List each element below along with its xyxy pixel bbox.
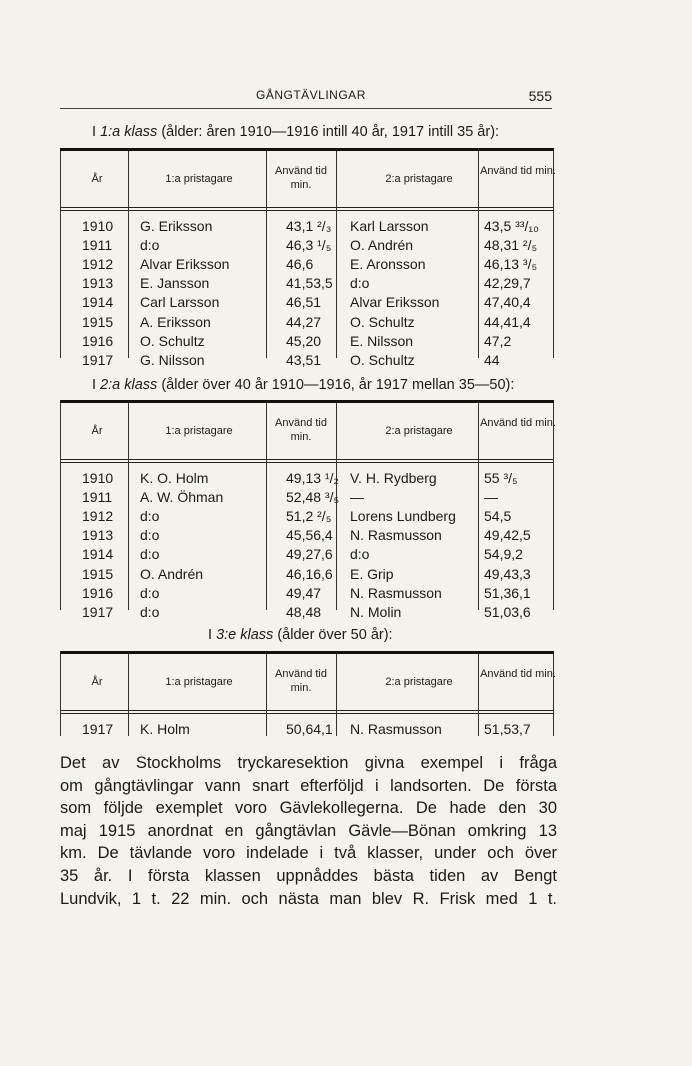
table-row [60,294,554,313]
cell-time1: 44,27 [286,313,322,330]
table-row [60,546,554,565]
cell-year: 1913 [82,275,114,292]
cell-year: 1917 [82,351,114,368]
header-rule [60,108,552,109]
cell-time2: 54,9,2 [484,546,523,563]
cell-time1: 46,51 [286,294,322,311]
body-paragraph [60,752,557,910]
cell-time2: 42,29,7 [484,275,531,292]
column-header-first: 1:a pristagare [165,425,233,437]
cell-second: Alvar Eriksson [350,294,440,311]
cell-first: Carl Larsson [140,294,220,311]
column-header-first: 1:a pristagare [165,676,233,688]
column-header-time2: Använd tid min. [480,417,556,429]
table-top-rule [60,148,554,151]
cell-time1: 50,64,1 [286,721,333,737]
cell-time2: 51,36,1 [484,584,531,601]
table-header-rule [60,713,554,714]
results-table-class3 [60,651,554,736]
table1-caption: I 1:a klass (ålder: åren 1910—1916 intill 40 år, 1917 intill 35 år): [92,124,500,140]
table-row [60,721,554,740]
cell-time2: 47,40,4 [484,294,531,311]
cell-first: E. Jansson [140,275,210,292]
cell-second: N. Rasmusson [350,527,442,544]
cell-first: O. Schultz [140,332,205,349]
cell-first: A. Eriksson [140,313,211,330]
table-header-rule [60,462,554,463]
cell-time1: 43,51 [286,351,322,368]
cell-second: O. Andrén [350,237,414,254]
cell-second: d:o [350,275,370,292]
running-title: GÅNGTÄVLINGAR [256,88,366,102]
results-table-class1 [60,148,556,368]
column-header-time1: Använd tid min. [275,417,327,443]
column-header-year: År [91,173,103,185]
table-row [60,566,554,585]
cell-first: O. Andrén [140,565,204,582]
table-row [60,527,554,546]
cell-year: 1915 [82,313,114,330]
cell-time1: 49,47 [286,584,322,601]
cell-first: K. Holm [140,721,190,737]
cell-first: Alvar Eriksson [140,256,230,273]
cell-year: 1912 [82,256,114,273]
cell-time1: 48,48 [286,603,322,620]
column-header-second: 2:a pristagare [385,425,453,437]
cell-first: d:o [140,237,160,254]
cell-first: K. O. Holm [140,470,209,486]
cell-year: 1917 [82,603,114,620]
table-header-rule [60,459,554,460]
cell-second: V. H. Rydberg [350,470,437,486]
results-table-class2 [60,400,556,620]
cell-time1: 51,2 ²/₅ [286,508,332,525]
table-row [60,470,554,489]
cell-second: N. Rasmusson [350,721,442,737]
table-row [60,604,554,623]
cell-time2: 51,03,6 [484,603,531,620]
column-header-time1: Använd tid min. [275,165,327,191]
cell-time1: 49,27,6 [286,546,333,563]
table-row [60,489,554,508]
cell-time1: 46,16,6 [286,565,333,582]
cell-year: 1914 [82,294,114,311]
cell-second: E. Aronsson [350,256,426,273]
cell-time2: 49,43,3 [484,565,531,582]
paragraph-line: maj 1915 anordnat en gångtävlan Gävle—Bönan omkring 13 [60,821,557,840]
cell-time1: 41,53,5 [286,275,333,292]
table-row [60,218,554,237]
column-header-time2: Använd tid min. [480,668,556,680]
cell-time1: 45,56,4 [286,527,333,544]
cell-year: 1916 [82,332,114,349]
cell-year: 1911 [82,489,113,506]
table-row [60,275,554,294]
cell-time2: 43,5 ³³/₁₀ [484,218,539,234]
table-row [60,314,554,333]
cell-time2: 44 [484,351,500,368]
table-header-rule [60,210,554,211]
table-row [60,237,554,256]
table-row [60,256,554,275]
paragraph-line: om gångtävlingar vann snart efterföljd i landsorten. De första [60,776,557,795]
cell-time2: 47,2 [484,332,512,349]
cell-time2: — [484,489,498,506]
paragraph-line: som följde exemplet voro Gävlekollegerna. De hade den 30 [60,799,557,818]
table-top-rule [60,651,554,654]
page-number: 555 [528,88,552,104]
table2-caption: I 2:a klass (ålder över 40 år 1910—1916, år 1917 mellan 35—50): [92,377,515,393]
cell-year: 1913 [82,527,114,544]
cell-time2: 55 ³/₅ [484,470,518,486]
paragraph-line: Det av Stockholms tryckaresektion givna exempel i fråga [60,754,557,772]
cell-time2: 46,13 ³/₅ [484,256,538,273]
cell-year: 1912 [82,508,114,525]
cell-first: d:o [140,508,160,525]
cell-year: 1916 [82,584,114,601]
cell-time1: 52,48 ³/₅ [286,489,340,506]
table-row [60,585,554,604]
cell-time2: 54,5 [484,508,512,525]
cell-second: Karl Larsson [350,218,429,234]
cell-second: E. Grip [350,565,394,582]
cell-second: — [350,489,364,506]
cell-second: N. Rasmusson [350,584,442,601]
cell-second: N. Molin [350,603,402,620]
cell-first: d:o [140,603,160,620]
paragraph-line: km. De tävlande voro indelade i två klasser, under och över [60,844,557,863]
table-header-rule [60,710,554,711]
cell-time1: 46,3 ¹/₅ [286,237,332,254]
cell-time1: 46,6 [286,256,314,273]
cell-second: d:o [350,546,370,563]
cell-time2: 51,53,7 [484,721,531,737]
paragraph-line: Lundvik, 1 t. 22 min. och nästa man blev R. Frisk med 1 t. [60,889,557,908]
cell-second: E. Nilsson [350,332,414,349]
cell-time2: 48,31 ²/₅ [484,237,538,254]
cell-first: d:o [140,546,160,563]
column-header-second: 2:a pristagare [385,676,453,688]
table-row [60,333,554,352]
column-header-time1: Använd tid min. [275,668,327,694]
cell-time1: 45,20 [286,332,322,349]
cell-year: 1911 [82,237,113,254]
cell-first: A. W. Öhman [140,489,224,506]
cell-first: G. Eriksson [140,218,213,234]
cell-year: 1914 [82,546,114,563]
column-header-second: 2:a pristagare [385,173,453,185]
cell-first: d:o [140,584,160,601]
cell-second: O. Schultz [350,351,415,368]
cell-time1: 43,1 ²/₃ [286,218,332,234]
cell-year: 1910 [82,470,114,486]
table-header-rule [60,207,554,208]
cell-year: 1915 [82,565,114,582]
cell-time1: 49,13 ¹/₂ [286,470,339,486]
column-header-time2: Använd tid min. [480,165,556,177]
paragraph-line: 35 år. I första klassen uppnåddes bästa tiden av Bengt [60,866,557,885]
cell-second: Lorens Lundberg [350,508,456,525]
column-header-year: År [91,676,103,688]
cell-second: O. Schultz [350,313,415,330]
cell-first: d:o [140,527,160,544]
table-top-rule [60,400,554,403]
cell-time2: 44,41,4 [484,313,531,330]
table-row [60,352,554,371]
table3-caption: I 3:e klass (ålder över 50 år): [208,627,393,643]
page-header [60,88,552,110]
cell-year: 1917 [82,721,114,737]
column-header-first: 1:a pristagare [165,173,233,185]
table-row [60,508,554,527]
cell-first: G. Nilsson [140,351,205,368]
cell-time2: 49,42,5 [484,527,531,544]
cell-year: 1910 [82,218,114,234]
column-header-year: År [91,425,103,437]
